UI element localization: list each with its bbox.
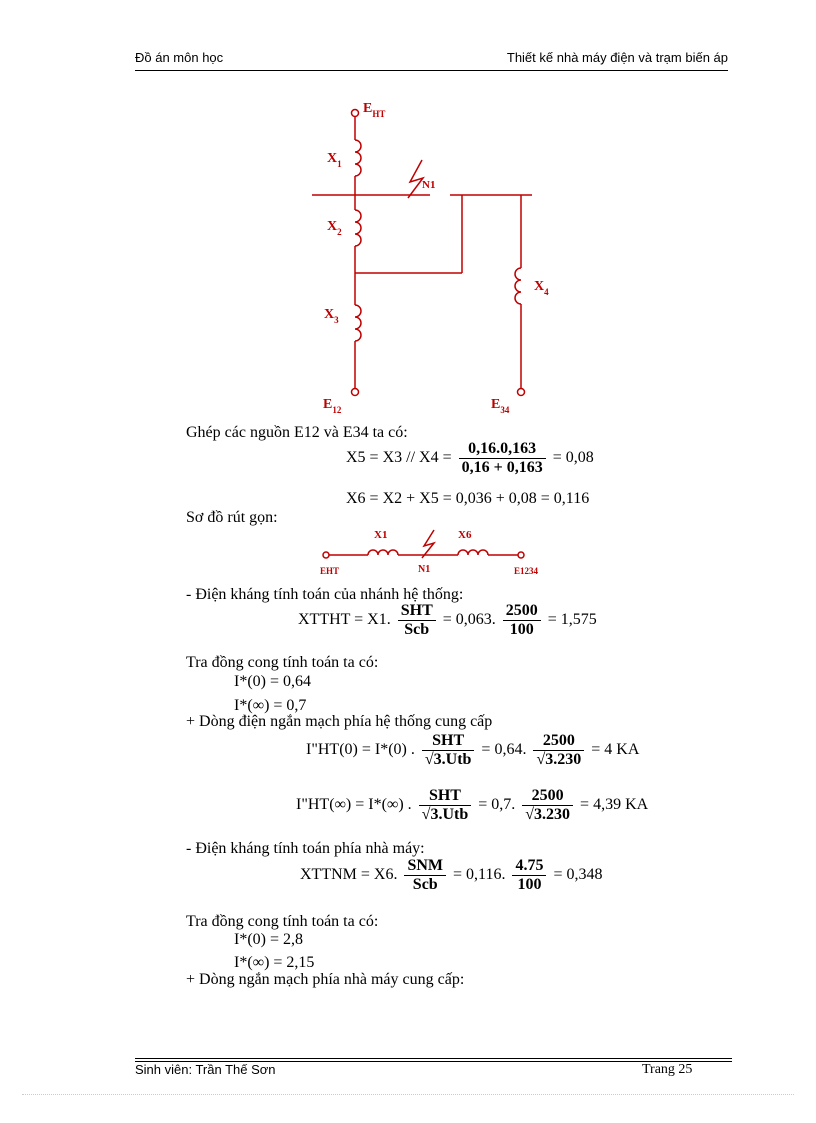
reduced-diagram — [318, 522, 548, 582]
eq-iht0: I"HT(0) = I*(0) . $\frac{\text{SHT}}{\text{√3.Utb}}$ = 0,64. $\frac{2500}{√3.230}$ = 4 KA — [306, 732, 640, 768]
label-reduced-e1234: E1234 — [514, 566, 539, 576]
inductor-x3 — [355, 305, 361, 341]
para-dong-nm: + Dòng ngắn mạch phía nhà máy cung cấp: — [186, 971, 465, 988]
label-e12: $E_{12}$ — [323, 397, 342, 415]
fault-n1-icon — [408, 160, 423, 198]
header-rule — [135, 70, 728, 71]
label-n1: N1 — [422, 179, 436, 191]
eq-ihtinf: I"HT(∞) = I*(∞) . $\frac{\text{SHT}}{\text{√3.Utb}}$ = 0,7. $\frac{2500}{√3.230}$ = 4,39 KA — [296, 787, 649, 823]
footer-left: Sinh viên: Trần Thế Sơn — [135, 1062, 276, 1077]
label-reduced-n1: N1 — [418, 564, 431, 575]
iinf-value-1: I*(∞) = 0,7 — [234, 697, 307, 714]
circuit-diagram — [300, 90, 560, 420]
para-tra-1: Tra đồng cong tính toán ta có: — [186, 654, 379, 671]
eq-xttnm: XTTNM = X6. $\frac{\text{SNM}}{\text{Scb}}$ = 0,116. $\frac{4.75}{100}$ = 0,348 — [300, 857, 603, 893]
label-e34: $E_{34}$ — [491, 397, 510, 415]
para-tra-2: Tra đồng cong tính toán ta có: — [186, 913, 379, 930]
para-dong-ht: + Dòng điện ngắn mạch phía hệ thống cung cấp — [186, 713, 493, 730]
eq-xttht: XTTHT = X1. $\frac{\text{SHT}}{\text{Scb}}$ = 0,063. $\frac{2500}{100}$ = 1,575 — [298, 602, 597, 638]
label-reduced-x6: X6 — [458, 529, 472, 541]
i0-value-2: I*(0) = 2,8 — [234, 931, 304, 948]
label-x4: $X_4$ — [534, 279, 549, 297]
inductor-x1 — [355, 140, 361, 176]
source-e34-terminal — [518, 389, 525, 396]
inductor-x4 — [515, 268, 521, 304]
label-reduced-eht: EHT — [320, 566, 340, 576]
inductor-reduced-x1 — [368, 550, 398, 555]
terminal-e1234 — [518, 552, 524, 558]
page-bottom-dotted — [22, 1094, 794, 1095]
footer-right: Trang 25 — [642, 1062, 693, 1077]
para-ghep: Ghép các nguồn E12 và E34 ta có: — [186, 424, 408, 441]
inductor-reduced-x6 — [458, 550, 488, 555]
source-ht-terminal — [352, 110, 359, 117]
inductor-x2 — [355, 210, 361, 246]
terminal-eht — [323, 552, 329, 558]
label-x2: $X_2$ — [327, 219, 342, 237]
source-e12-terminal — [352, 389, 359, 396]
label-reduced-x1: X1 — [374, 529, 388, 541]
fault-reduced-n1-icon — [422, 530, 434, 558]
label-x3: $X_3$ — [324, 307, 339, 325]
para-dien-khang-nm: - Điện kháng tính toán phía nhà máy: — [186, 840, 425, 857]
i0-value-1: I*(0) = 0,64 — [234, 673, 312, 690]
header-left: Đồ án môn học — [135, 50, 224, 65]
iinf-value-2: I*(∞) = 2,15 — [234, 954, 315, 971]
para-dien-khang-ht: - Điện kháng tính toán của nhánh hệ thống: — [186, 586, 464, 603]
label-x1: $X_1$ — [327, 151, 342, 169]
label-e-ht: $E_{HT}$ — [363, 101, 386, 119]
footer-rule — [135, 1058, 732, 1059]
header-right: Thiết kế nhà máy điện và trạm biến áp — [506, 50, 728, 65]
eq-x5: X5 = X3 // X4 = $\frac{0,16.0,163}{0,16 + 0,163}$ = 0,08 — [346, 440, 594, 476]
para-so-do: Sơ đồ rút gọn: — [186, 509, 278, 526]
eq-x6: X6 = X2 + X5 = 0,036 + 0,08 = 0,116 — [346, 490, 590, 507]
